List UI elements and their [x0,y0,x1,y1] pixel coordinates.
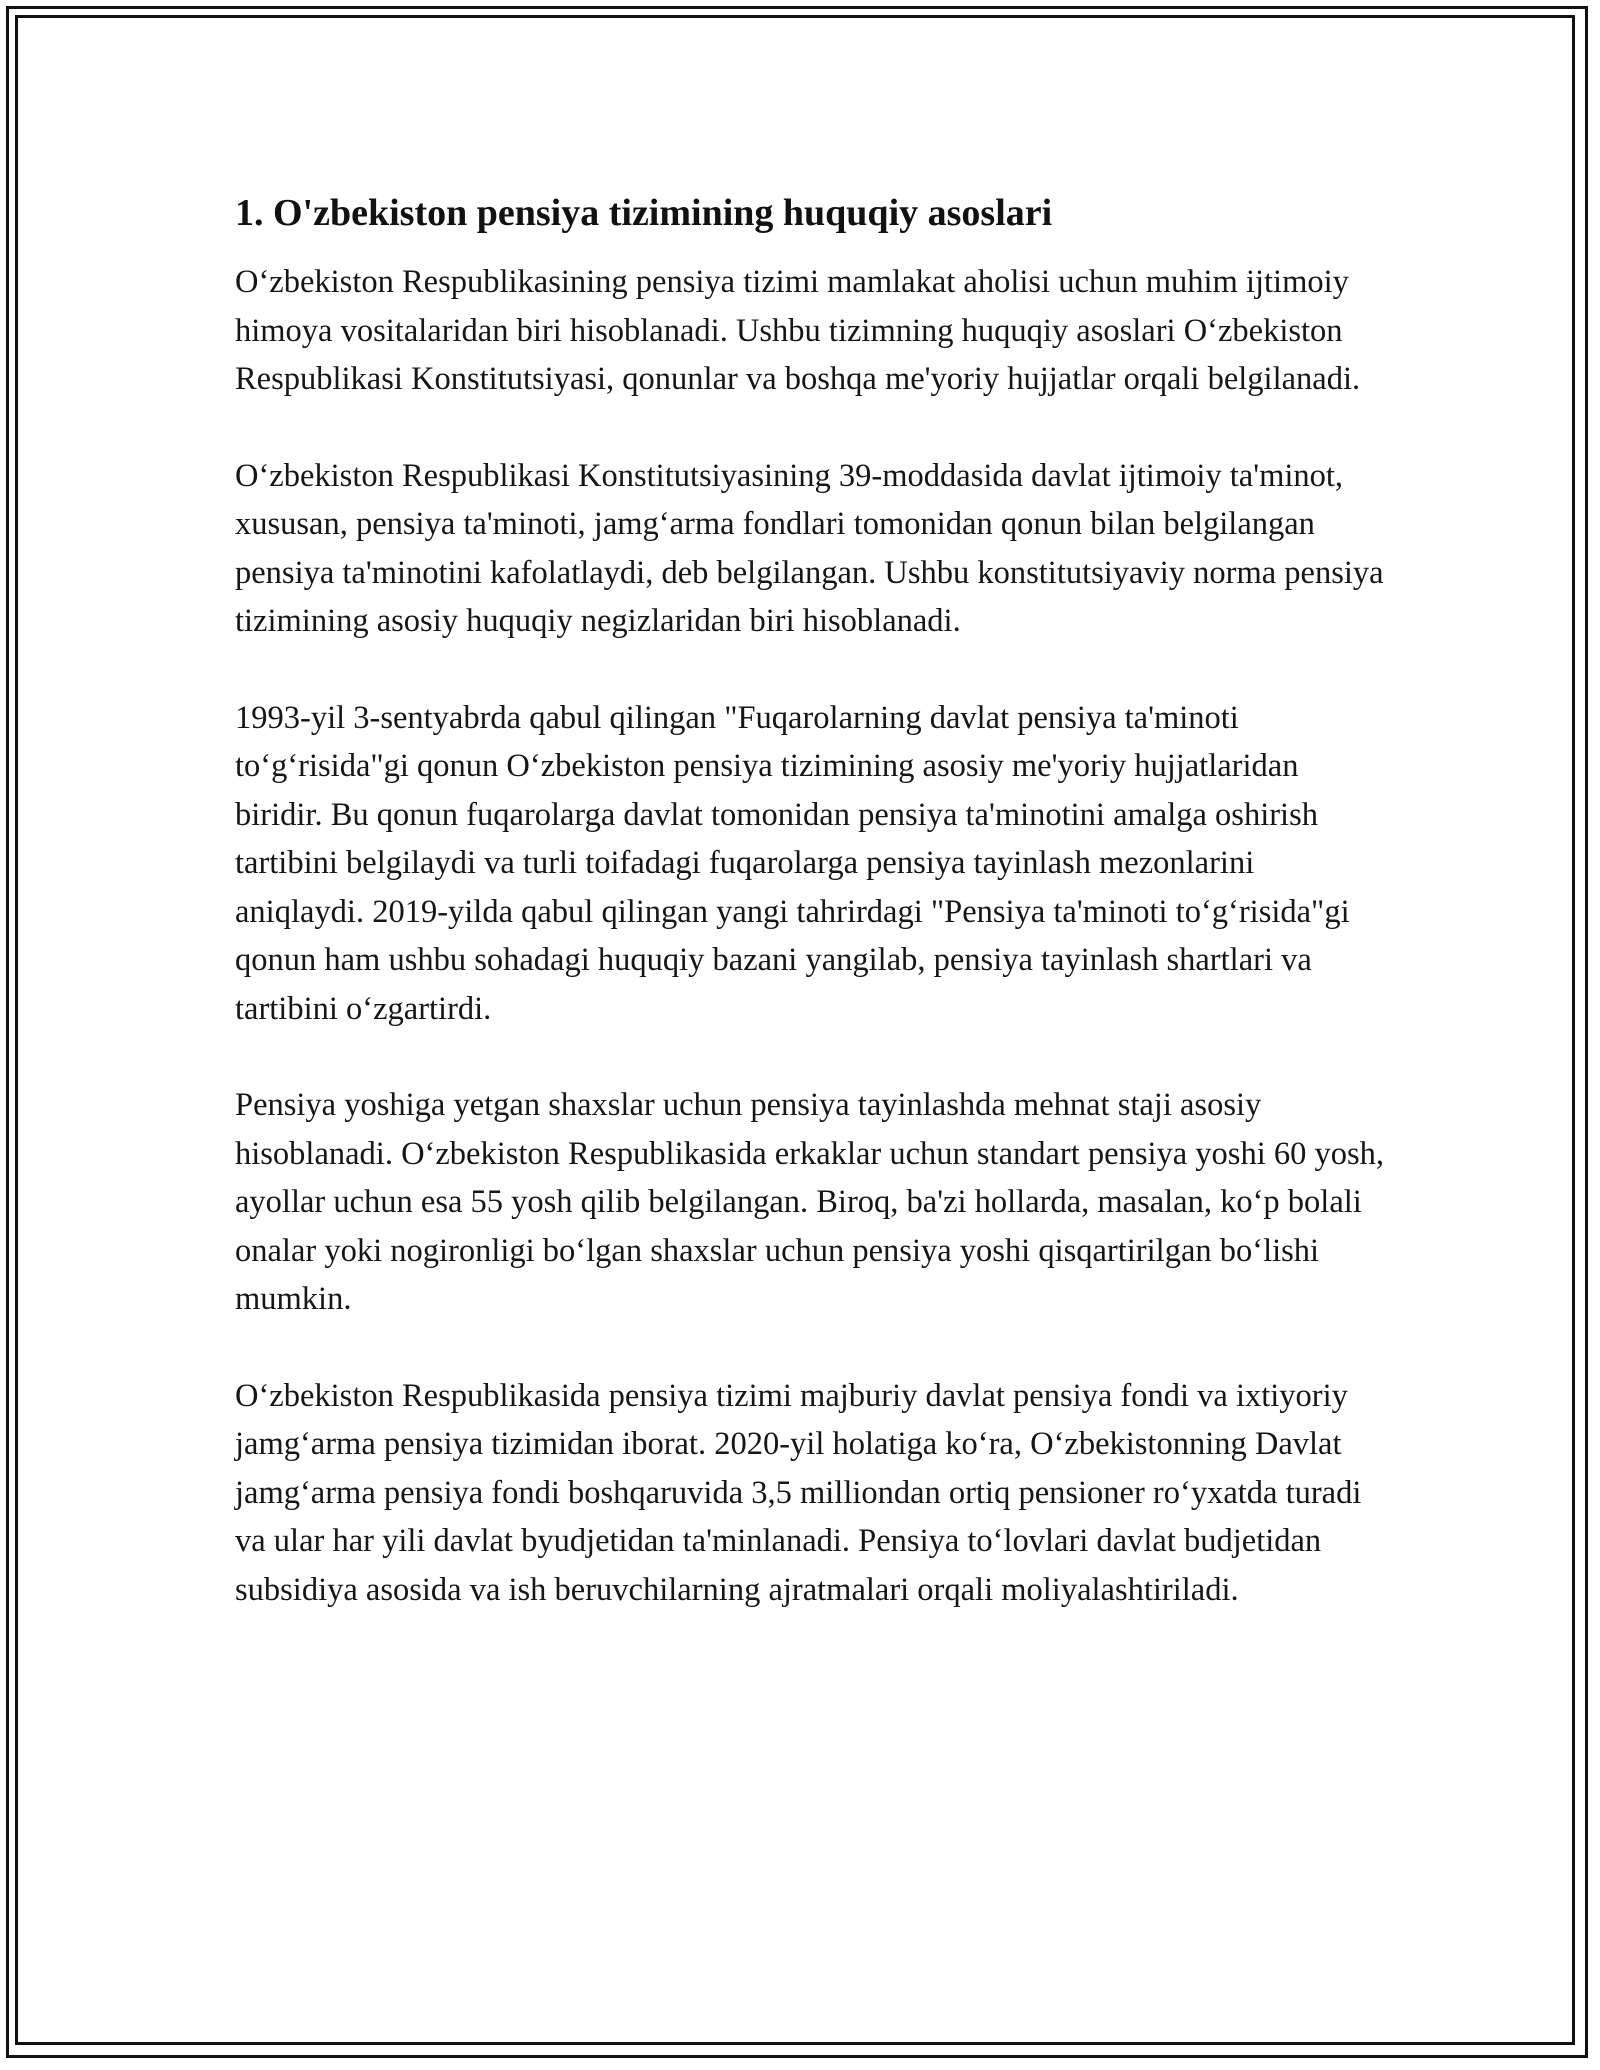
paragraph-4: Pensiya yoshiga yetgan shaxslar uchun pensiya tayinlashda mehnat staji asosiy hisoblanadi. O‘zbekiston Respublikasida erkaklar uchun standart pensiya yoshi 60 yosh, ayollar uchun esa 55 yosh qilib belgilangan. Biroq, ba'zi hollarda, masalan, ko‘p bolali onalar yoki nogironligi bo‘lgan shaxslar uchun pensiya yoshi qisqartirilgan bo‘lishi mumkin. [235,1087,1385,1317]
paragraph-2: O‘zbekiston Respublikasi Konstitutsiyasining 39-moddasida davlat ijtimoiy ta'minot, xususan, pensiya ta'minoti, jamg‘arma fondlari tomonidan qonun bilan belgilangan pensiya ta'minotini kafolatlaydi, deb belgilangan. Ushbu konstitutsiyaviy norma pensiya tizimining asosiy huquqiy negizlaridan biri hisoblanadi. [235,457,1384,639]
paragraph-1: O‘zbekiston Respublikasining pensiya tizimi mamlakat aholisi uchun muhim ijtimoiy himoya vositalaridan biri hisoblanadi. Ushbu tizimning huquqiy asoslari O‘zbekiston Respublikasi Konstitutsiyasi, qonunlar va boshqa me'yoriy hujjatlar orqali belgilanadi. [235,264,1361,397]
document-body [235,190,1385,1662]
paragraph-5: O‘zbekiston Respublikasida pensiya tizimi majburiy davlat pensiya fondi va ixtiyoriy jamg‘arma pensiya tizimidan iborat. 2020-yil holatiga ko‘ra, O‘zbekistonning Davlat jamg‘arma pensiya fondi boshqaruvida 3,5 milliondan ortiq pensioner ro‘yxatda turadi va ular har yili davlat byudjetidan ta'minlanadi. Pensiya to‘lovlari davlat budjetidan subsidiya asosida va ish beruvchilarning ajratmalari orqali moliyalashtiriladi. [235,1377,1362,1608]
paragraph-3: 1993-yil 3-sentyabrda qabul qilingan "Fuqarolarning davlat pensiya ta'minoti to‘g‘risida"gi qonun O‘zbekiston pensiya tizimining asosiy me'yoriy hujjatlaridan biridir. Bu qonun fuqarolarga davlat tomonidan pensiya ta'minotini amalga oshirish tartibini belgilaydi va turli toifadagi fuqarolarga pensiya tayinlash mezonlarini aniqlaydi. 2019-yilda qabul qilingan yangi tahrirdagi "Pensiya ta'minoti to‘g‘risida"gi qonun ham ushbu sohadagi huquqiy bazani yangilab, pensiya tayinlash shartlari va tartibini o‘zgartirdi. [235,699,1350,1027]
section-heading: 1. O'zbekiston pensiya tizimining huquqiy asoslari [235,192,1053,234]
